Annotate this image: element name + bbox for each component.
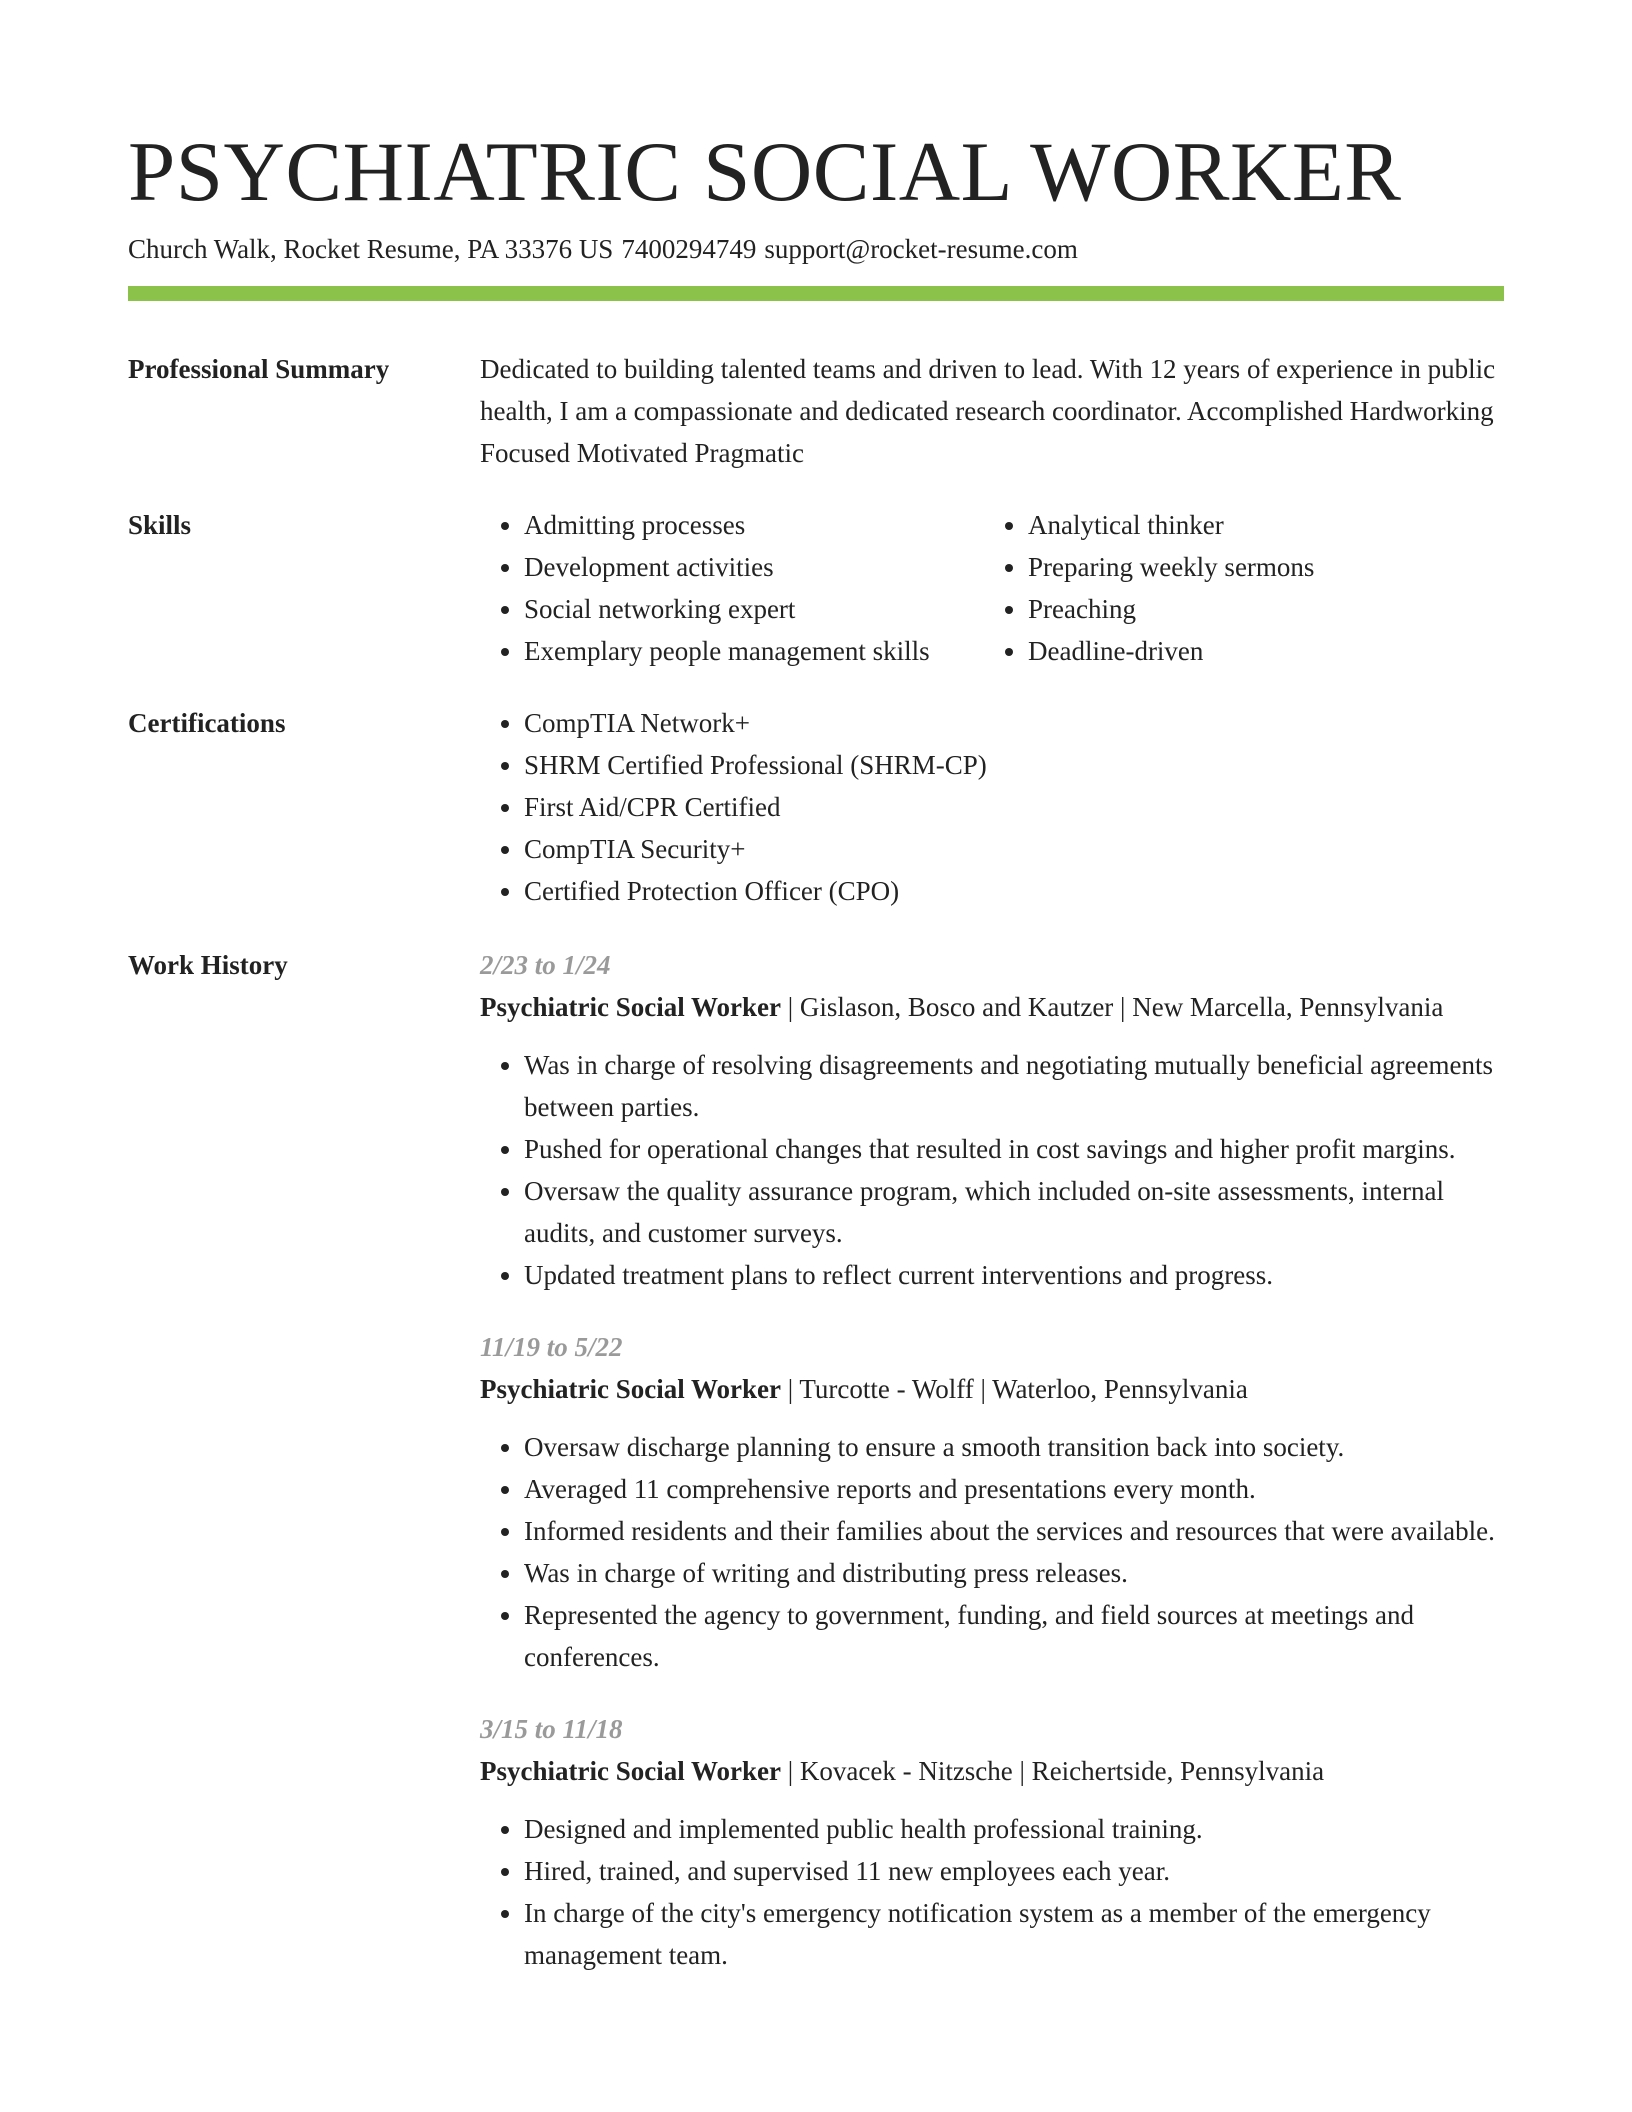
- skills-list-right: [984, 504, 1314, 672]
- skills-list-left: [480, 504, 984, 672]
- contact-line: [128, 230, 1086, 268]
- job-entry: [480, 1326, 1504, 1678]
- section-label-skills: Skills: [128, 510, 192, 540]
- section-label-certifications: Certifications: [128, 708, 286, 738]
- certification-item: • CompTIA Security+: [524, 828, 1504, 870]
- skill-item: • Exemplary people management skills: [524, 630, 984, 672]
- job-bullet: • Was in charge of writing and distributing press releases.: [524, 1552, 1504, 1594]
- job-dates: 11/19 to 5/22: [480, 1332, 623, 1362]
- job-bullet: • Oversaw the quality assurance program, which included on-site assessments, internal audits, and customer surveys.: [524, 1170, 1504, 1254]
- job-entry: [480, 1708, 1504, 1976]
- job-bullet: • Informed residents and their families about the services and resources that were available.: [524, 1510, 1504, 1552]
- job-bullet: • In charge of the city's emergency notification system as a member of the emergency management team.: [524, 1892, 1504, 1976]
- work-history-body: [480, 944, 1504, 2006]
- skill-item: • Social networking expert: [524, 588, 984, 630]
- job-title: Psychiatric Social Worker: [480, 992, 781, 1022]
- skill-item: • Analytical thinker: [1028, 504, 1314, 546]
- certifications-list: [480, 702, 1504, 912]
- job-header: [480, 986, 1504, 1028]
- job-details: | Gislason, Bosco and Kautzer | New Marcella, Pennsylvania: [780, 992, 1444, 1022]
- job-header: [480, 1750, 1504, 1792]
- certification-item: • CompTIA Network+: [524, 702, 1504, 744]
- contact-address: Church Walk, Rocket Resume, PA 33376 US: [128, 234, 614, 264]
- summary-text: Dedicated to building talented teams and driven to lead. With 12 years of experience in public health, I am a compassionate and dedicated research coordinator. Accomplished Hardworking Focused Motivated Pragmatic: [480, 354, 1496, 468]
- job-header: [480, 1368, 1504, 1410]
- job-dates: 3/15 to 11/18: [480, 1714, 623, 1744]
- summary-body: [480, 348, 1504, 474]
- job-title: Psychiatric Social Worker: [480, 1756, 781, 1786]
- skill-item: • Preparing weekly sermons: [1028, 546, 1314, 588]
- skill-item: • Development activities: [524, 546, 984, 588]
- job-bullet: • Hired, trained, and supervised 11 new employees each year.: [524, 1850, 1504, 1892]
- job-bullet: • Represented the agency to government, funding, and field sources at meetings and conferences.: [524, 1594, 1504, 1678]
- header-divider: [128, 286, 1504, 301]
- section-label-summary: Professional Summary: [128, 354, 390, 384]
- job-dates: 2/23 to 1/24: [480, 950, 611, 980]
- skills-columns: [480, 504, 1504, 672]
- contact-phone: 7400294749: [621, 234, 757, 264]
- job-details: | Turcotte - Wolff | Waterloo, Pennsylvania: [780, 1374, 1248, 1404]
- job-bullets: [480, 1044, 1504, 1296]
- job-details: | Kovacek - Nitzsche | Reichertside, Pennsylvania: [780, 1756, 1325, 1786]
- job-bullet: • Averaged 11 comprehensive reports and presentations every month.: [524, 1468, 1504, 1510]
- job-bullet: • Was in charge of resolving disagreements and negotiating mutually beneficial agreements between parties.: [524, 1044, 1504, 1128]
- job-bullet: • Pushed for operational changes that resulted in cost savings and higher profit margins.: [524, 1128, 1504, 1170]
- job-title: Psychiatric Social Worker: [480, 1374, 781, 1404]
- section-label-work-history: Work History: [128, 950, 288, 980]
- job-bullets: [480, 1808, 1504, 1976]
- contact-email: support@rocket-resume.com: [764, 234, 1078, 264]
- job-entry: [480, 944, 1504, 1296]
- skill-item: • Deadline-driven: [1028, 630, 1314, 672]
- certifications-body: [480, 702, 1504, 912]
- job-bullets: [480, 1426, 1504, 1678]
- skill-item: • Admitting processes: [524, 504, 984, 546]
- skills-body: [480, 504, 1504, 672]
- certification-item: • First Aid/CPR Certified: [524, 786, 1504, 828]
- job-bullet: • Oversaw discharge planning to ensure a smooth transition back into society.: [524, 1426, 1504, 1468]
- certification-item: • Certified Protection Officer (CPO): [524, 870, 1504, 912]
- job-bullet: • Designed and implemented public health professional training.: [524, 1808, 1504, 1850]
- skill-item: • Preaching: [1028, 588, 1314, 630]
- certification-item: • SHRM Certified Professional (SHRM-CP): [524, 744, 1504, 786]
- resume-title: PSYCHIATRIC SOCIAL WORKER: [128, 125, 1402, 219]
- job-bullet: • Updated treatment plans to reflect current interventions and progress.: [524, 1254, 1504, 1296]
